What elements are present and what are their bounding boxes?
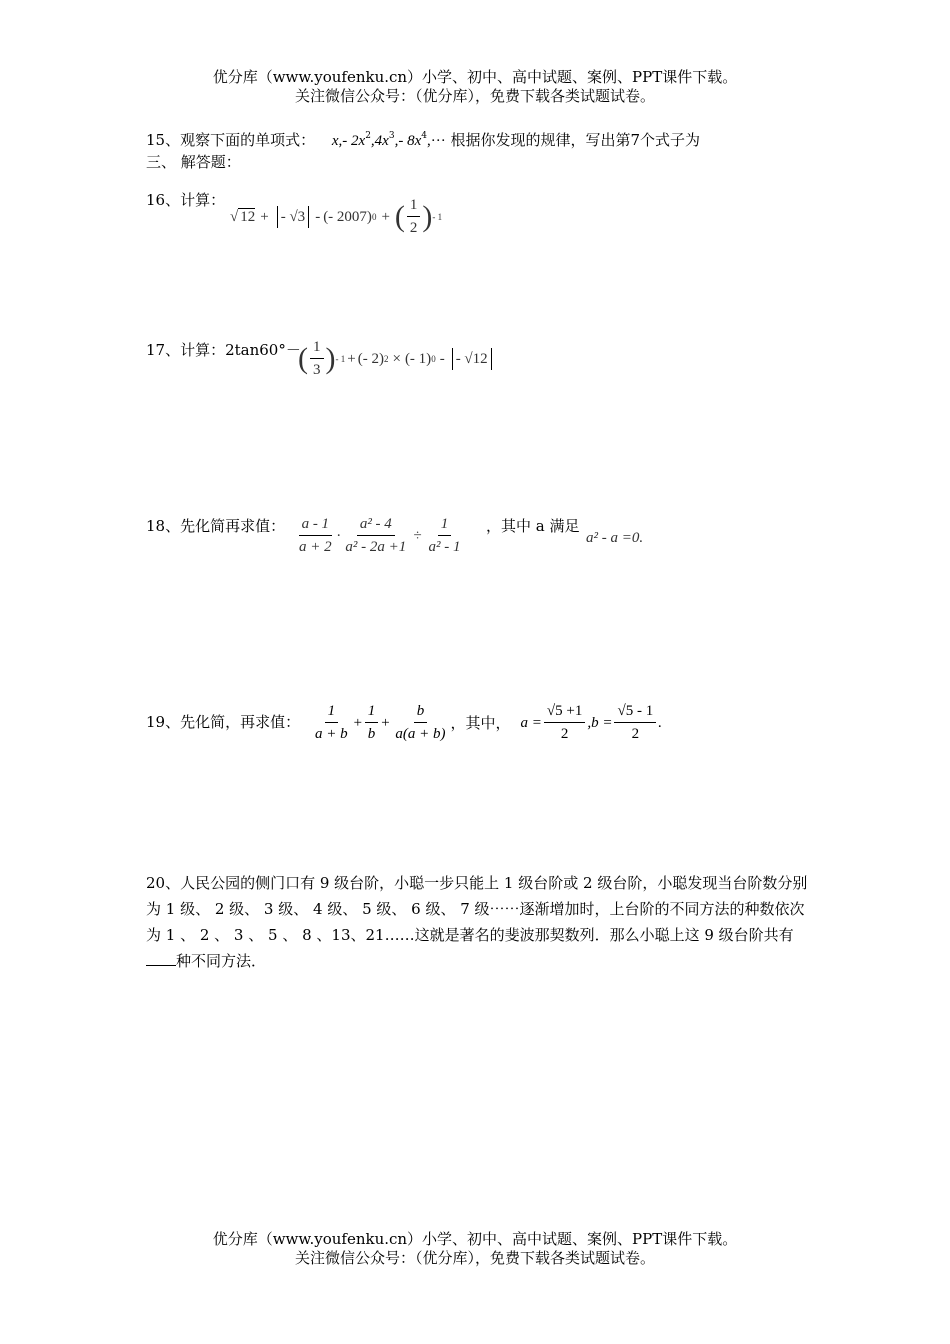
q18-div: ÷ xyxy=(413,527,422,544)
q19-end: . xyxy=(658,714,662,731)
q17-frac-num: 1 xyxy=(310,338,324,359)
q17-label: 17、计算：2tan60°－ xyxy=(146,341,301,359)
q19-b-den: 2 xyxy=(631,726,640,742)
q19-b-num: √5 - 1 xyxy=(614,702,656,723)
question-17 xyxy=(146,340,301,360)
q16-frac-den: 2 xyxy=(409,220,418,236)
q17-fraction xyxy=(310,338,324,379)
footer-line-1: 优分库（www.youfenku.cn）小学、初中、高中试题、案例、PPT课件下载。 xyxy=(212,1230,738,1248)
q17-abs-left xyxy=(452,348,453,370)
question-16 xyxy=(146,190,225,210)
q18-expression xyxy=(294,513,465,556)
q18-f1-den: a + 2 xyxy=(299,539,332,555)
q15-label: 15、观察下面的单项式： xyxy=(146,131,316,149)
question-20 xyxy=(146,870,810,974)
q15-ellipsis: ,··· xyxy=(426,133,446,149)
q17-abs-right xyxy=(491,348,492,370)
q16-plus: + xyxy=(260,208,269,225)
q17-rparen: ) xyxy=(325,341,336,375)
footer-line-2: 关注微信公众号：（优分库），免费下载各类试题试卷。 xyxy=(294,1249,655,1267)
q17-term2: (- 2) xyxy=(357,350,384,367)
q16-plus2: + xyxy=(381,208,390,225)
q19-fraction-3 xyxy=(392,702,448,743)
q17-times: × xyxy=(392,350,401,367)
q20-text-end: 种不同方法． xyxy=(176,952,267,970)
q20-text: 20、人民公园的侧门口有 9 级台阶，小聪一步只能上 1 级台阶或 2 级台阶，小聪发现当台阶数分别为 1 级、 2 级、 3 级、 4 级、 5 级、 6 级、 7 级⋯⋯逐渐增加时，上台阶的不同方法的种数依次为 1 、 2 、 3 、 5 、 8 、13、21……这就是著名的斐波那契数列．那么小聪上这 9 级台阶共有 xyxy=(146,874,808,944)
q19-f3-den: a(a + b) xyxy=(395,726,446,742)
q16-paren: (- 2007) xyxy=(323,208,372,225)
q17-exp2: 2 xyxy=(383,353,389,364)
q20-answer-blank xyxy=(146,951,176,966)
q19-a-fraction xyxy=(544,702,585,743)
q17-abs-inner: - √12 xyxy=(455,350,488,367)
question-15 xyxy=(146,126,700,151)
q19-a-num: √5 +1 xyxy=(544,702,585,723)
q16-abs-left xyxy=(277,206,278,228)
q19-f3-num: b xyxy=(414,702,428,723)
q15-term3: ,- 8x xyxy=(394,133,422,149)
q16-rparen: ) xyxy=(422,199,433,233)
page-header xyxy=(0,68,950,106)
question-18 xyxy=(146,516,285,536)
q15-exp4: 4 xyxy=(421,131,427,141)
header-line-2: 关注微信公众号：（优分库），免费下载各类试题试卷。 xyxy=(294,87,655,105)
question-19 xyxy=(146,712,300,732)
q19-fraction-1 xyxy=(312,702,351,743)
q19-a-eq: a = xyxy=(520,714,542,731)
q18-fraction-2 xyxy=(342,515,409,556)
q19-f1-den: a + b xyxy=(315,726,348,742)
q19-plus1: + xyxy=(352,714,363,731)
q16-abs-inner: - √3 xyxy=(280,208,306,225)
q16-label: 16、计算： xyxy=(146,191,226,209)
q18-fraction-1 xyxy=(296,515,335,556)
q19-f1-num: 1 xyxy=(325,702,339,723)
q19-label: 19、先化简，再求值： xyxy=(146,713,301,731)
header-line-1: 优分库（www.youfenku.cn）小学、初中、高中试题、案例、PPT课件下载。 xyxy=(212,68,738,86)
q18-mid: ，其中 a 满足 xyxy=(486,517,580,535)
q16-expression xyxy=(230,196,442,237)
q18-dot: · xyxy=(336,527,341,544)
q18-f2-num: a² - 4 xyxy=(357,515,395,536)
q19-fraction-2 xyxy=(365,702,379,743)
q17-exp0: 0 xyxy=(431,353,436,364)
q17-plus: + xyxy=(347,350,356,367)
q19-b-fraction xyxy=(614,702,656,743)
q19-plus2: + xyxy=(380,714,391,731)
q19-f2-num: 1 xyxy=(365,702,379,723)
q17-expression xyxy=(298,338,495,379)
q18-f1-num: a - 1 xyxy=(299,515,333,536)
q18-condition: a² - a =0. xyxy=(586,530,644,546)
q16-abs-right xyxy=(308,206,309,228)
q18-f2-den: a² - 2a +1 xyxy=(345,539,407,555)
q18-f3-den: a² - 1 xyxy=(428,539,461,555)
q16-minus: - xyxy=(315,208,321,225)
q19-b-eq: ,b = xyxy=(587,714,613,731)
q17-exp-neg1: - 1 xyxy=(335,353,346,364)
q18-f3-num: 1 xyxy=(438,515,452,536)
q16-exp-neg1: - 1 xyxy=(432,211,443,222)
page-footer xyxy=(0,1230,950,1268)
q16-radicand: 12 xyxy=(240,209,256,225)
q19-mid: ，其中， xyxy=(450,713,511,732)
q16-frac-num: 1 xyxy=(407,196,421,217)
q15-exp2: 2 xyxy=(365,131,371,141)
q17-minus: - xyxy=(439,350,445,367)
q15-term2: ,4x xyxy=(370,133,389,149)
q16-exp0: 0 xyxy=(371,211,377,222)
q18-label: 18、先化简再求值： xyxy=(146,517,286,535)
q15-tail: 根据你发现的规律，写出第7个式子为 xyxy=(450,131,701,149)
q15-term1: x,- 2x xyxy=(331,133,366,149)
q16-sqrt-icon: √ xyxy=(230,208,239,225)
q17-lparen: ( xyxy=(298,341,308,375)
q16-lparen: ( xyxy=(394,199,405,233)
q19-f2-den: b xyxy=(367,726,376,742)
q15-exp3: 3 xyxy=(388,131,395,141)
q19-a-den: 2 xyxy=(560,726,569,742)
q18-fraction-3 xyxy=(425,515,463,556)
q19-expression xyxy=(310,700,662,743)
section-title: 三、 解答题： xyxy=(146,153,241,171)
q17-term3: (- 1) xyxy=(404,350,432,367)
q16-fraction xyxy=(407,196,421,237)
q17-frac-den: 3 xyxy=(313,362,321,378)
